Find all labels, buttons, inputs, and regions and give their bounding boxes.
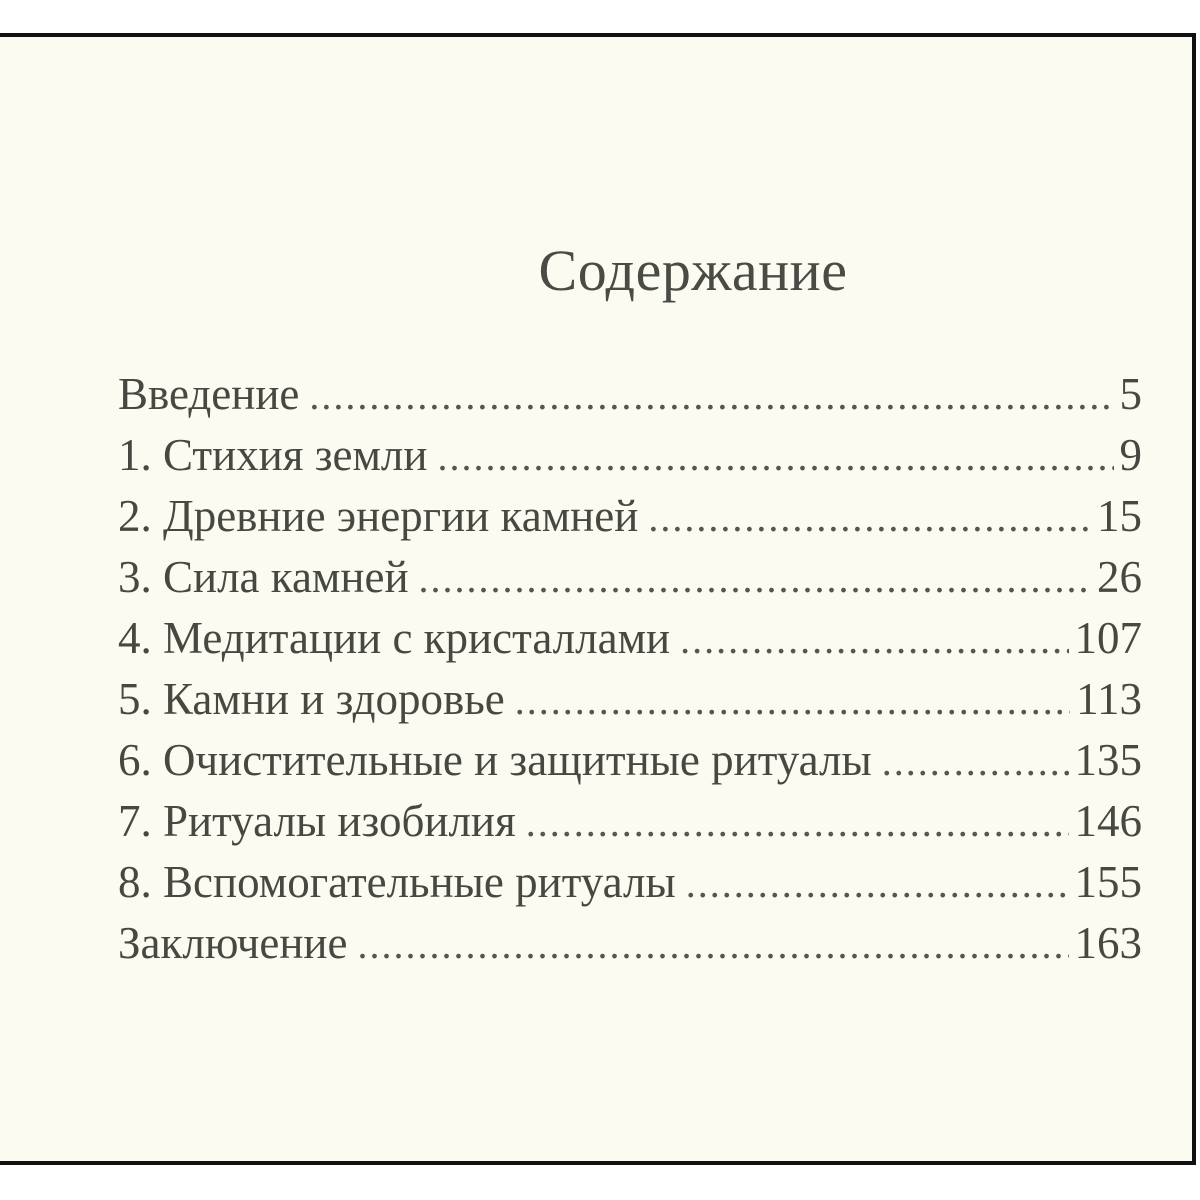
dot-leader (680, 616, 1068, 663)
toc-entry-label: 5. Камни и здоровье (118, 674, 505, 724)
table-of-contents (118, 368, 1142, 978)
toc-entry-label: 8. Вспомогательные ритуалы (118, 857, 676, 907)
toc-entry-chapter-6 (118, 734, 1142, 795)
dot-leader (686, 860, 1069, 907)
toc-entry-page: 135 (1074, 735, 1142, 785)
toc-entry-label: 4. Медитации с кристаллами (118, 613, 671, 663)
toc-entry-chapter-3 (118, 551, 1142, 612)
toc-entry-label: 1. Стихия земли (118, 430, 428, 480)
toc-entry-label: 3. Сила камней (118, 552, 409, 602)
toc-entry-introduction (118, 368, 1142, 429)
dot-leader (526, 799, 1069, 846)
toc-entry-chapter-2 (118, 490, 1142, 551)
toc-entry-chapter-5 (118, 673, 1142, 734)
dot-leader (515, 677, 1070, 724)
toc-entry-page: 113 (1076, 674, 1142, 724)
toc-entry-page: 15 (1097, 491, 1142, 541)
dot-leader (357, 921, 1068, 968)
toc-entry-label: 6. Очистительные и защитные ритуалы (118, 735, 872, 785)
dot-leader (437, 433, 1113, 480)
toc-entry-page: 146 (1074, 796, 1142, 846)
toc-entry-page: 26 (1097, 552, 1142, 602)
toc-entry-chapter-1 (118, 429, 1142, 490)
toc-entry-chapter-4 (118, 612, 1142, 673)
toc-entry-page: 163 (1074, 918, 1142, 968)
toc-entry-label: 7. Ритуалы изобилия (118, 796, 516, 846)
toc-entry-chapter-7 (118, 795, 1142, 856)
toc-entry-page: 155 (1074, 857, 1142, 907)
toc-entry-page: 107 (1074, 613, 1142, 663)
book-page (0, 33, 1196, 1165)
toc-entry-label: 2. Древние энергии камней (118, 491, 639, 541)
toc-entry-label: Введение (118, 369, 300, 419)
toc-entry-page: 5 (1119, 369, 1142, 419)
toc-entry-page: 9 (1119, 430, 1142, 480)
toc-entry-chapter-8 (118, 856, 1142, 917)
toc-entry-label: Заключение (118, 918, 348, 968)
page-title: Содержание (538, 238, 848, 303)
dot-leader (419, 555, 1091, 602)
dot-leader (648, 494, 1091, 541)
dot-leader (309, 372, 1113, 419)
toc-entry-conclusion (118, 917, 1142, 978)
dot-leader (882, 738, 1069, 785)
